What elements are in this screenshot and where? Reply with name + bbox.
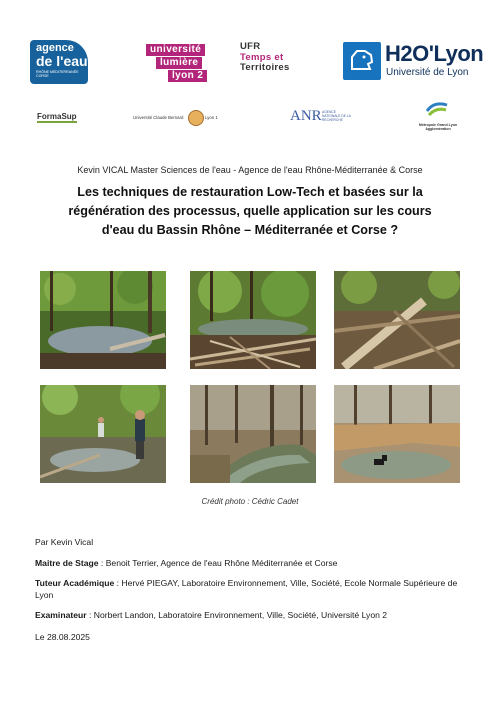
formasup-logo: FormaSup [37,112,77,121]
tuteur-academique-line [35,577,465,601]
document-title: Les techniques de restauration Low-Tech et basées sur la régénération des processus, quelle application sur les cours d'eau du Bassin Rhône – Méditerranée et Corse ? [68,185,432,237]
agence-logo-line1: agence [36,42,74,54]
examinateur-label: Examinateur [35,610,87,620]
ufr-logo-line3: Territoires [240,62,290,73]
ucb-seal-icon [188,110,204,126]
h2o-lyon-name: H2O'Lyon [385,41,484,66]
author-by-line: Par Kevin Vical [35,537,94,547]
maitre-de-stage-value: : Benoit Terrier, Agence de l'eau Rhône Méditerranée et Corse [98,558,338,568]
metropole-logo-icon [426,101,448,117]
ufr-logo-line1: UFR [240,41,261,52]
maitre-de-stage-label: Maitre de Stage [35,558,99,568]
photo-eroded-bank-dog [334,385,460,483]
ufr-logo-line2: Temps et [240,51,284,63]
metropole-logo-text: Métropole Grand Lyon Agglomération [418,123,458,132]
anr-logo-subtitle: AGENCE NATIONALE DE LA RECHERCHE [322,110,351,122]
examinateur-line [35,609,465,621]
agence-de-l-eau-logo [30,40,88,84]
agence-logo-line3: RHÔNE MÉDITERRANÉE CORSE [36,70,79,79]
photo-credit: Crédit photo : Cédric Cadet [201,497,299,506]
tuteur-academique-label: Tuteur Académique [35,578,115,588]
univ-logo-line1: université [146,44,205,56]
univ-logo-line2: lumière [156,57,202,69]
photo-workers-in-stream [40,385,166,483]
document-date: Le 28.08.2025 [35,632,90,642]
ufr-temps-territoires-logo [240,42,290,74]
ucb-logo-text: Université Claude Bernard [133,115,184,120]
examinateur-value: : Norbert Landon, Laboratoire Environnement, Ville, Société, Université Lyon 2 [86,610,388,620]
photo-stream-bare-forest [190,385,316,483]
maitre-de-stage-line [35,557,465,569]
anr-logo: ANR [290,108,322,124]
h2o-lyon-subtitle: Université de Lyon [386,67,469,78]
tuteur-academique-value: : Hervé PIEGAY, Laboratoire Environnement, Ville, Société, Ecole Normale Supérieure de Lyon [35,578,458,600]
photo-woody-debris-jam [190,271,316,369]
author-line: Kevin VICAL Master Sciences de l'eau - Agence de l'eau Rhône-Méditerranée & Corse [77,165,423,175]
universite-lumiere-lyon2-logo [146,44,232,84]
agence-logo-line2: de l'eau [36,53,88,69]
ucb-logo-lyon1: Lyon 1 [205,115,218,120]
univ-logo-line3: lyon 2 [168,70,207,82]
photo-fallen-logs [334,271,460,369]
photo-river-pond [40,271,166,369]
h2o-lyon-lion-icon [343,42,381,80]
